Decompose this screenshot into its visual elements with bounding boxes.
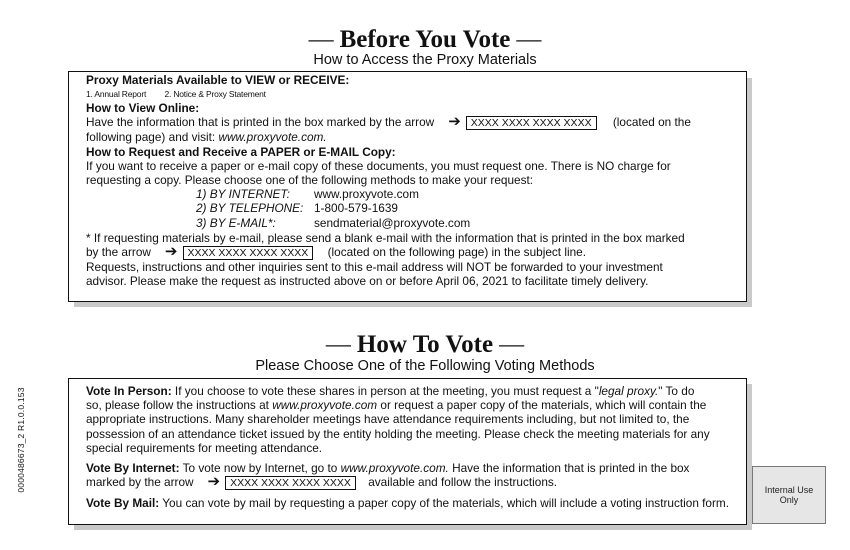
arrow-right-icon: ➔	[448, 113, 461, 131]
vote-by-mail-text: Vote By Mail: You can vote by mail by requesting a paper copy of the materials, which will include a voting instruction form.	[86, 496, 730, 511]
vote-in-person-label: Vote In Person:	[86, 384, 172, 398]
view-online-text: Have the information that is printed in the box marked by the arrow ➔ XXXX XXXX XXXX XXXX (located on the	[86, 113, 691, 131]
before-you-vote-subtitle: How to Access the Proxy Materials	[313, 52, 537, 68]
materials-list	[86, 89, 736, 100]
method-value[interactable]: sendmaterial@proxyvote.com	[314, 215, 471, 230]
email-note-2: by the arrow ➔ XXXX XXXX XXXX XXXX (located on the following page) in the subject line.	[86, 243, 586, 261]
proxy-materials-box	[68, 71, 747, 302]
control-number-box: XXXX XXXX XXXX XXXX	[466, 116, 597, 130]
vote-by-internet-text: Vote By Internet: To vote now by Internet, go to www.proxyvote.com. Have the information that is printed in the box	[86, 461, 690, 476]
control-number-box: XXXX XXXX XXXX XXXX	[183, 246, 314, 260]
arrow-right-icon: ➔	[207, 473, 221, 491]
internal-use-label: Internal Use Only	[764, 485, 814, 505]
vote-in-person-text: so, please follow the instructions at www.proxyvote.com or request a paper copy of the materials, which will contain the	[86, 398, 707, 413]
method-value[interactable]: www.proxyvote.com	[314, 187, 419, 202]
arrow-right-icon: ➔	[164, 243, 178, 261]
request-method: 3) BY E-MAIL*: sendmaterial@proxyvote.com	[196, 215, 471, 230]
how-to-vote-title: — How To Vote —	[325, 331, 525, 358]
vote-in-person-text: possession of an attendance ticket issued by the entity holding the meeting. Please check the meeting materials for any	[86, 426, 710, 441]
request-text: requesting a copy. Please choose one of the following methods to make your request:	[86, 173, 534, 188]
vote-by-internet-text-2: marked by the arrow ➔ XXXX XXXX XXXX XXXX available and follow the instructions.	[86, 473, 558, 491]
proxyvote-link[interactable]: www.proxyvote.com.	[340, 461, 449, 476]
view-online-text-2: following page) and visit: www.proxyvote.com.	[86, 130, 327, 145]
document-id-text: 0000486673_2 R1.0.0.153	[16, 387, 26, 493]
before-you-vote-title: — Before You Vote —	[308, 26, 542, 53]
method-value[interactable]: 1-800-579-1639	[314, 201, 398, 216]
request-method: 2) BY TELEPHONE: 1-800-579-1639	[196, 201, 398, 216]
vote-in-person-text: special requirements for meeting attendance.	[86, 440, 323, 455]
email-note: * If requesting materials by e-mail, please send a blank e-mail with the information that is printed in the box marked	[86, 230, 685, 245]
request-method: 1) BY INTERNET: www.proxyvote.com	[196, 187, 419, 202]
vote-in-person-text: Vote In Person: If you choose to vote these shares in person at the meeting, you must request a "legal proxy." To do	[86, 384, 695, 398]
how-to-vote-subtitle: Please Choose One of the Following Voting Methods	[255, 358, 595, 374]
request-heading: How to Request and Receive a PAPER or E-MAIL Copy:	[86, 144, 396, 159]
requests-note: Requests, instructions and other inquiries sent to this e-mail address will NOT be forwarded to your investment	[86, 260, 663, 275]
request-methods-list	[196, 187, 736, 230]
internal-use-box	[752, 466, 826, 524]
material-item: 1. Annual Report	[86, 89, 147, 100]
vote-by-internet-label: Vote By Internet:	[86, 461, 180, 476]
control-number-box: XXXX XXXX XXXX XXXX	[225, 476, 356, 490]
vote-in-person-text: appropriate instructions. Many shareholder meetings have attendance requirements including, but not limited to, the	[86, 412, 690, 427]
material-item: 2. Notice & Proxy Statement	[164, 89, 266, 100]
vote-by-mail-label: Vote By Mail:	[86, 496, 160, 511]
voting-methods-box	[68, 378, 747, 525]
proxyvote-link[interactable]: www.proxyvote.com	[272, 398, 378, 413]
materials-heading: Proxy Materials Available to VIEW or RECEIVE:	[86, 73, 350, 87]
view-online-heading: How to View Online:	[86, 101, 200, 116]
request-text: If you want to receive a paper or e-mail copy of these documents, you must request one. There is NO charge for	[86, 158, 671, 173]
requests-note: advisor. Please make the request as instructed above on or before April 06, 2021 to facilitate timely delivery.	[86, 274, 649, 289]
proxyvote-link[interactable]: www.proxyvote.com.	[218, 130, 327, 145]
